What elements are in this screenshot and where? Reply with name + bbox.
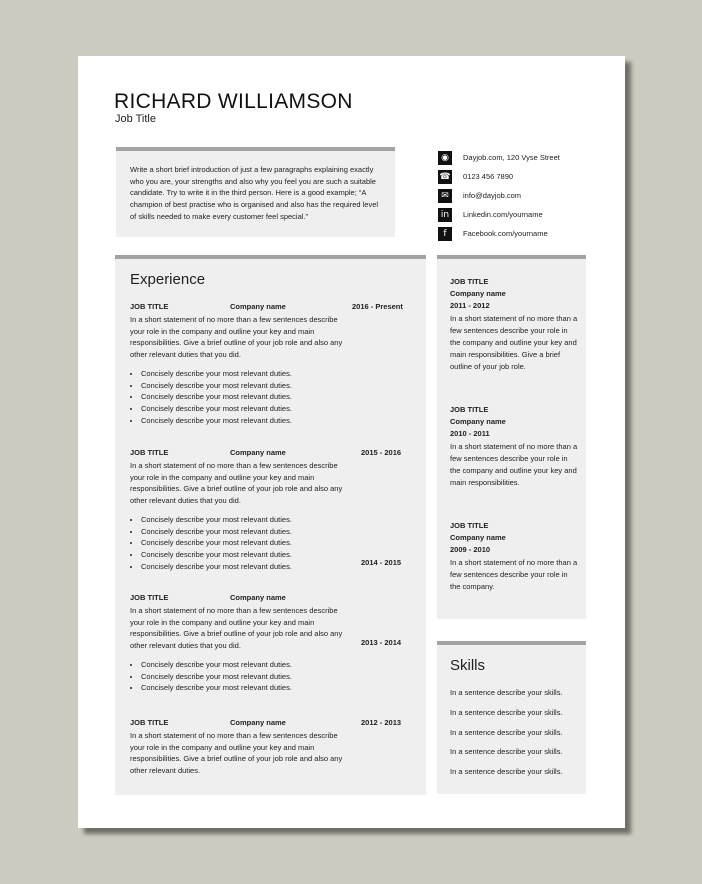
contact-linkedin [438, 205, 608, 224]
experience-heading: Experience [130, 271, 206, 288]
experience-job-2 [130, 448, 415, 572]
job-title: JOB TITLE [450, 521, 489, 530]
duties-list [130, 659, 415, 694]
list-item: • Concisely describe your most relevant duties. [141, 514, 415, 526]
job-title: JOB TITLE [130, 302, 169, 311]
previous-jobs-section [437, 255, 586, 619]
job-description: In a short statement of no more than a few sentences describe your role in the company and outline your key and main responsibilities. Give a brief outline of your job role and also any other relevant duties. [130, 731, 343, 776]
company-name: Company name [230, 448, 286, 457]
skill-item: In a sentence describe your skills. [450, 767, 563, 776]
job-description: In a short statement of no more than a few sentences describe your role in the company and outline your key and main responsibilities. [450, 441, 578, 488]
candidate-name: RICHARD WILLIAMSON [114, 90, 353, 113]
contact-list [438, 148, 608, 243]
job-date: 2009 - 2010 [450, 545, 491, 555]
experience-section [115, 255, 426, 795]
contact-linkedin-text[interactable]: Linkedin.com/yourname [463, 210, 543, 219]
company-name: Company name [450, 289, 506, 299]
intro-text: Write a short brief introduction of just a few paragraphs explaining exactly who you are, your strengths and also why you feel you are such a suitable candidate. Try to write it in the third person. Here is a good example; “A champion of best practise who is organised and also has the required level of skills needed to make every customer feel special.” [130, 165, 379, 221]
contact-phone-text: 0123 456 7890 [463, 172, 514, 181]
email-icon: ✉ [438, 189, 452, 203]
job-description: In a short statement of no more than a few sentences describe your role in the company and outline your key and main responsibilities. Give a brief outline of your job role and also any other relevant duties that you did. [130, 606, 343, 651]
skill-item: In a sentence describe your skills. [450, 688, 563, 697]
contact-address-text: Dayjob.com, 120 Vyse Street [463, 153, 560, 162]
skill-item: In a sentence describe your skills. [450, 747, 563, 756]
job-description: In a short statement of no more than a few sentences describe your role in the company and outline your key and main responsibilities. Give a brief outline of your job role and also any other relevant duties that you did. [130, 461, 343, 506]
list-item: • Concisely describe your most relevant duties. [141, 415, 415, 427]
list-item: • Concisely describe your most relevant duties. [141, 368, 415, 380]
location-pin-icon: ◉ [438, 151, 452, 165]
job-title: JOB TITLE [450, 277, 489, 286]
company-name: Company name [450, 417, 506, 427]
list-item: • Concisely describe your most relevant duties. [141, 671, 415, 683]
job-date: 2013 - 2014 [361, 638, 402, 647]
company-name: Company name [230, 302, 286, 311]
skills-section [437, 641, 586, 794]
job-date: 2014 - 2015 [361, 558, 402, 567]
previous-job-1 [450, 276, 578, 374]
experience-job-1 [130, 302, 415, 426]
job-title: JOB TITLE [130, 593, 169, 602]
skills-heading: Skills [450, 657, 486, 674]
contact-address [438, 148, 608, 167]
duties-list [130, 368, 415, 427]
list-item: • Concisely describe your most relevant duties. [141, 526, 415, 538]
list-item: • Concisely describe your most relevant duties. [141, 682, 415, 694]
contact-facebook-text[interactable]: Facebook.com/yourname [463, 229, 548, 238]
contact-phone [438, 167, 608, 186]
job-date: 2011 - 2012 [450, 301, 490, 311]
resume-page [78, 56, 625, 828]
job-description: In a short statement of no more than a few sentences describe your role in the company. [450, 557, 578, 592]
job-title: JOB TITLE [450, 405, 489, 414]
list-item: • Concisely describe your most relevant duties. [141, 659, 415, 671]
job-date: 2016 - Present [352, 302, 403, 311]
job-description: In a short statement of no more than a few sentences describe your role in the company and outline your key and main responsibilities. Give a brief outline of your job role and also any other relevant duties that you did. [130, 315, 343, 360]
job-title: JOB TITLE [130, 448, 169, 457]
list-item: • Concisely describe your most relevant duties. [141, 391, 415, 403]
previous-job-3 [450, 520, 578, 593]
contact-facebook [438, 224, 608, 243]
intro-box [116, 147, 395, 237]
contact-email-text[interactable]: info@dayjob.com [463, 191, 522, 200]
job-title: JOB TITLE [130, 718, 169, 727]
company-name: Company name [230, 718, 286, 727]
candidate-job-title: Job Title [115, 113, 156, 125]
facebook-icon: f [438, 227, 452, 241]
list-item: • Concisely describe your most relevant duties. [141, 380, 415, 392]
list-item: • Concisely describe your most relevant duties. [141, 403, 415, 415]
contact-email [438, 186, 608, 205]
company-name: Company name [450, 533, 506, 543]
skill-item: In a sentence describe your skills. [450, 708, 563, 717]
list-item: • Concisely describe your most relevant duties. [141, 537, 415, 549]
phone-icon: ☎ [439, 171, 451, 182]
list-item: • Concisely describe your most relevant duties. [141, 549, 415, 561]
linkedin-icon: in [438, 208, 452, 222]
company-name: Company name [230, 593, 286, 602]
job-description: In a short statement of no more than a few sentences describe your role in the company and outline your key and main responsibilities. Give a brief outline of your job role. [450, 313, 578, 372]
previous-job-2 [450, 404, 578, 489]
job-date: 2012 - 2013 [361, 718, 402, 727]
job-date: 2010 - 2011 [450, 429, 490, 439]
job-date: 2015 - 2016 [361, 448, 402, 457]
list-item: • Concisely describe your most relevant duties. [141, 561, 415, 573]
skill-item: In a sentence describe your skills. [450, 728, 563, 737]
